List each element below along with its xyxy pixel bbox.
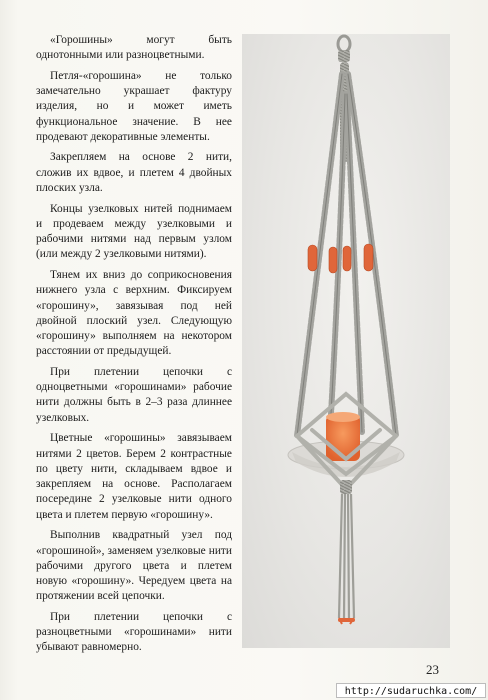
paragraph-6: При плетении цепочки с одноцветными «горошинами» рабочие нити должны быть в 2–3 раза длиннее узелковых. [36, 365, 232, 424]
top-loop [338, 36, 350, 62]
paragraph-2: Петля-«горошина» не только замечательно украшает фактуру изделия, но и может иметь функциональное значение. В нее продевают декоративные элементы. [36, 69, 232, 143]
macrame-photo [242, 34, 450, 648]
paragraph-7: Цветные «горошины» завязываем нитями 2 цветов. Берем 2 контрастные по цвету нити, складываем вдвое и закрепляем на основе. Располагаем посередине 2 узелковые нити одного цвета и плетем первую «горошину». [36, 432, 232, 521]
article-text [36, 33, 232, 661]
paragraph-1: «Горошины» могут быть однотонными или разноцветными. [36, 34, 232, 62]
watermark-url: http://sudaruchka.com/ [336, 683, 486, 698]
macrame-hanger-illustration [242, 34, 450, 648]
tassel [338, 480, 355, 624]
paragraph-4: Концы узелковых нитей поднимаем и продеваем между узелковыми и рабочими нитями над первым узлом (или между 2 узелковыми нитями). [36, 202, 232, 261]
paragraph-9: При плетении цепочки с разноцветными «горошинами» нити убывают равномерно. [36, 610, 232, 654]
paragraph-8: Выполнив квадратный узел под «горошиной», заменяем узелковые нити рабочими другого цвета и плетем новую «горошину». Чередуем цвета на протяжении всей цепочки. [36, 529, 232, 603]
paragraph-5: Тянем их вниз до соприкосновения нижнего узла с верхним. Фиксируем «горошину», завязывая под ней двойной плоский узел. Следующую «горошину» выполняем на некотором расстоянии от предыдущей. [36, 268, 232, 358]
page-number: 23 [426, 662, 439, 677]
paragraph-3: Закрепляем на основе 2 нити, сложив их вдвое, и плетем 4 двойных плоских узла. [36, 151, 232, 195]
